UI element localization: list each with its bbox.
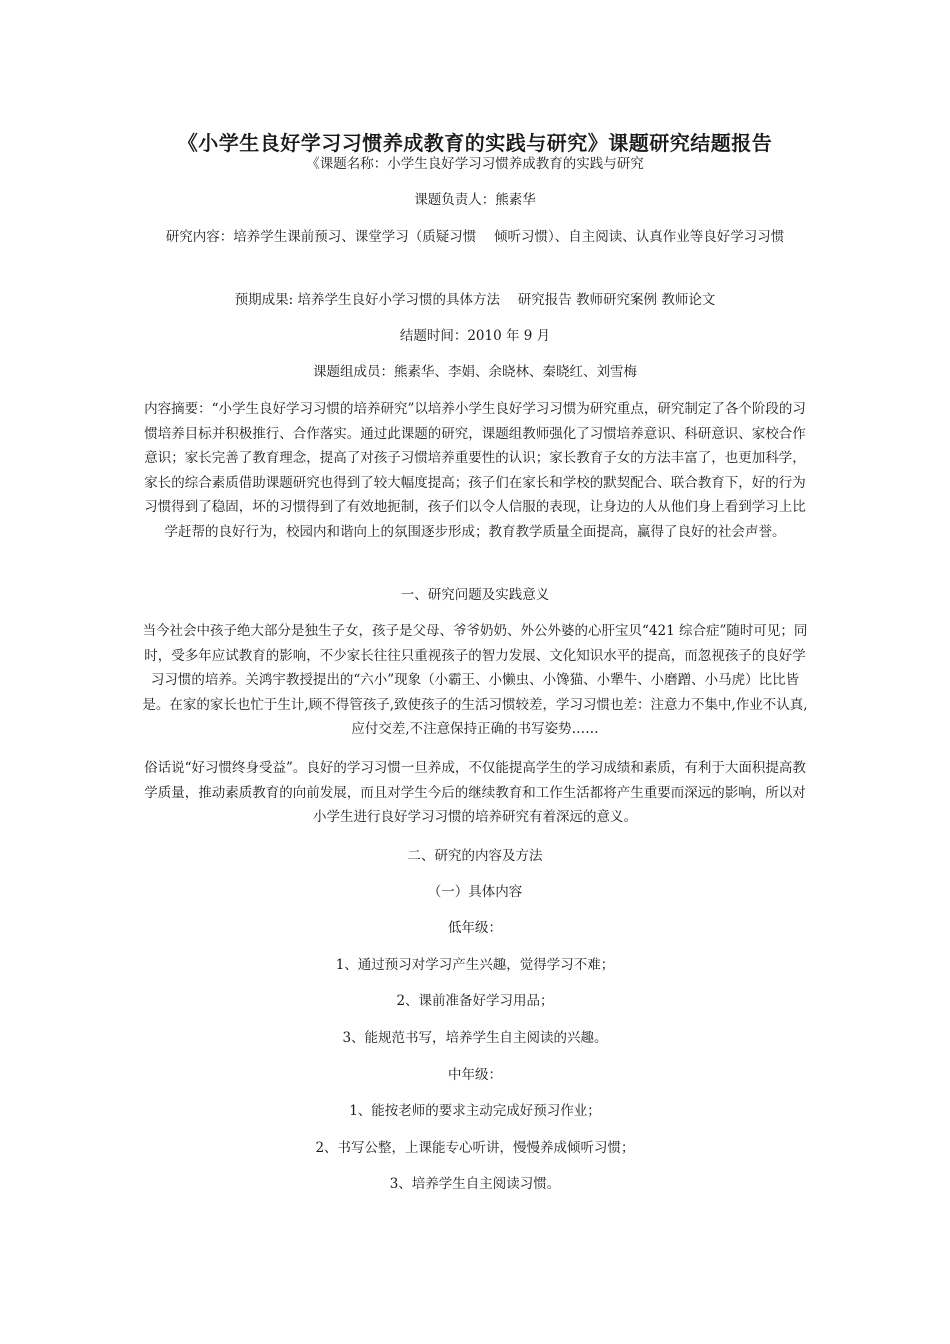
mid-grade-label: 中年级： — [448, 1067, 502, 1083]
section1-paragraph-2: 俗话说“好习惯终身受益”。良好的学习习惯一旦养成，不仅能提高学生的学习成绩和素质，有利于大面积提高教学质量，推动素质教育的向前发展，而且对学生今后的继续教育和工作生活都将产生重要而深远的影响，所以对小学生进行良好学习习惯的培养研究有着深远的意义。 — [144, 760, 806, 825]
research-content: 研究内容：培养学生课前预习、课堂学习（质疑习惯 倾听习惯）、自主阅读、认真作业等良好学习习惯 — [165, 229, 785, 245]
subject-name: 《课题名称：小学生良好学习习惯养成教育的实践与研究 — [306, 156, 644, 172]
low-grade-item: 2、课前准备好学习用品； — [396, 993, 554, 1009]
project-members: 课题组成员：熊素华、李娟、余晓林、秦晓红、刘雪梅 — [313, 364, 637, 380]
section1-heading: 一、研究问题及实践意义 — [400, 587, 550, 603]
low-grade-label: 低年级： — [448, 920, 502, 936]
low-grade-item: 3、能规范书写，培养学生自主阅读的兴趣。 — [342, 1030, 608, 1046]
expected-results: 预期成果: 培养学生良好小学习惯的具体方法 研究报告 教师研究案例 教师论文 — [234, 292, 716, 308]
completion-time: 结题时间：2010 年 9 月 — [399, 328, 551, 344]
abstract-paragraph: 内容摘要：“小学生良好学习习惯的培养研究”以培养小学生良好学习习惯为研究重点，研究制定了各个阶段的习惯培养目标并积极推行、合作落实。通过此课题的研究，课题组教师强化了习惯培养意识、科研意识、家校合作意识；家长完善了教育理念，提高了对孩子习惯培养重要性的认识；家长教育子女的方法丰富了，也更加科学，家长的综合素质借助课题研究也得到了较大幅度提高；孩子们在家长和学校的默契配合、联合教育下，好的行为习惯得到了稳固，坏的习惯得到了有效地扼制，孩子们以令人信服的表现，让身边的人从他们身上看到学习上比学赶帮的良好行为，校园内和谐向上的氛围逐步形成；教育教学质量全面提高，赢得了良好的社会声誉。 — [144, 401, 806, 540]
section1-paragraph-1: 当今社会中孩子绝大部分是独生子女，孩子是父母、爷爷奶奶、外公外婆的心肝宝贝“421 综合症”随时可见；同时，受多年应试教育的影响，不少家长往往只重视孩子的智力发展、文化知识水平的提高，而忽视孩子的良好学习习惯的培养。关鸿宇教授提出的“六小”现象（小霸王、小懒虫、小馋猫、小犟牛、小磨蹭、小马虎）比比皆是。在家的家长也忙于生计,顾不得管孩子,致使孩子的生活习惯较差，学习习惯也差：注意力不集中,作业不认真,应付交差,不注意保持正确的书写姿势…… — [142, 623, 808, 737]
section2-heading: 二、研究的内容及方法 — [407, 848, 543, 864]
subsection1-heading: （一）具体内容 — [427, 884, 523, 900]
mid-grade-item: 1、能按老师的要求主动完成好预习作业； — [349, 1103, 601, 1119]
mid-grade-item: 3、培养学生自主阅读习惯。 — [389, 1176, 561, 1192]
mid-grade-item: 2、书写公整，上课能专心听讲，慢慢养成倾听习惯； — [315, 1140, 635, 1156]
document-title: 《小学生良好学习习惯养成教育的实践与研究》课题研究结题报告 — [177, 131, 773, 155]
low-grade-item: 1、通过预习对学习产生兴趣，觉得学习不难； — [335, 957, 615, 973]
project-leader: 课题负责人：熊素华 — [414, 192, 536, 208]
